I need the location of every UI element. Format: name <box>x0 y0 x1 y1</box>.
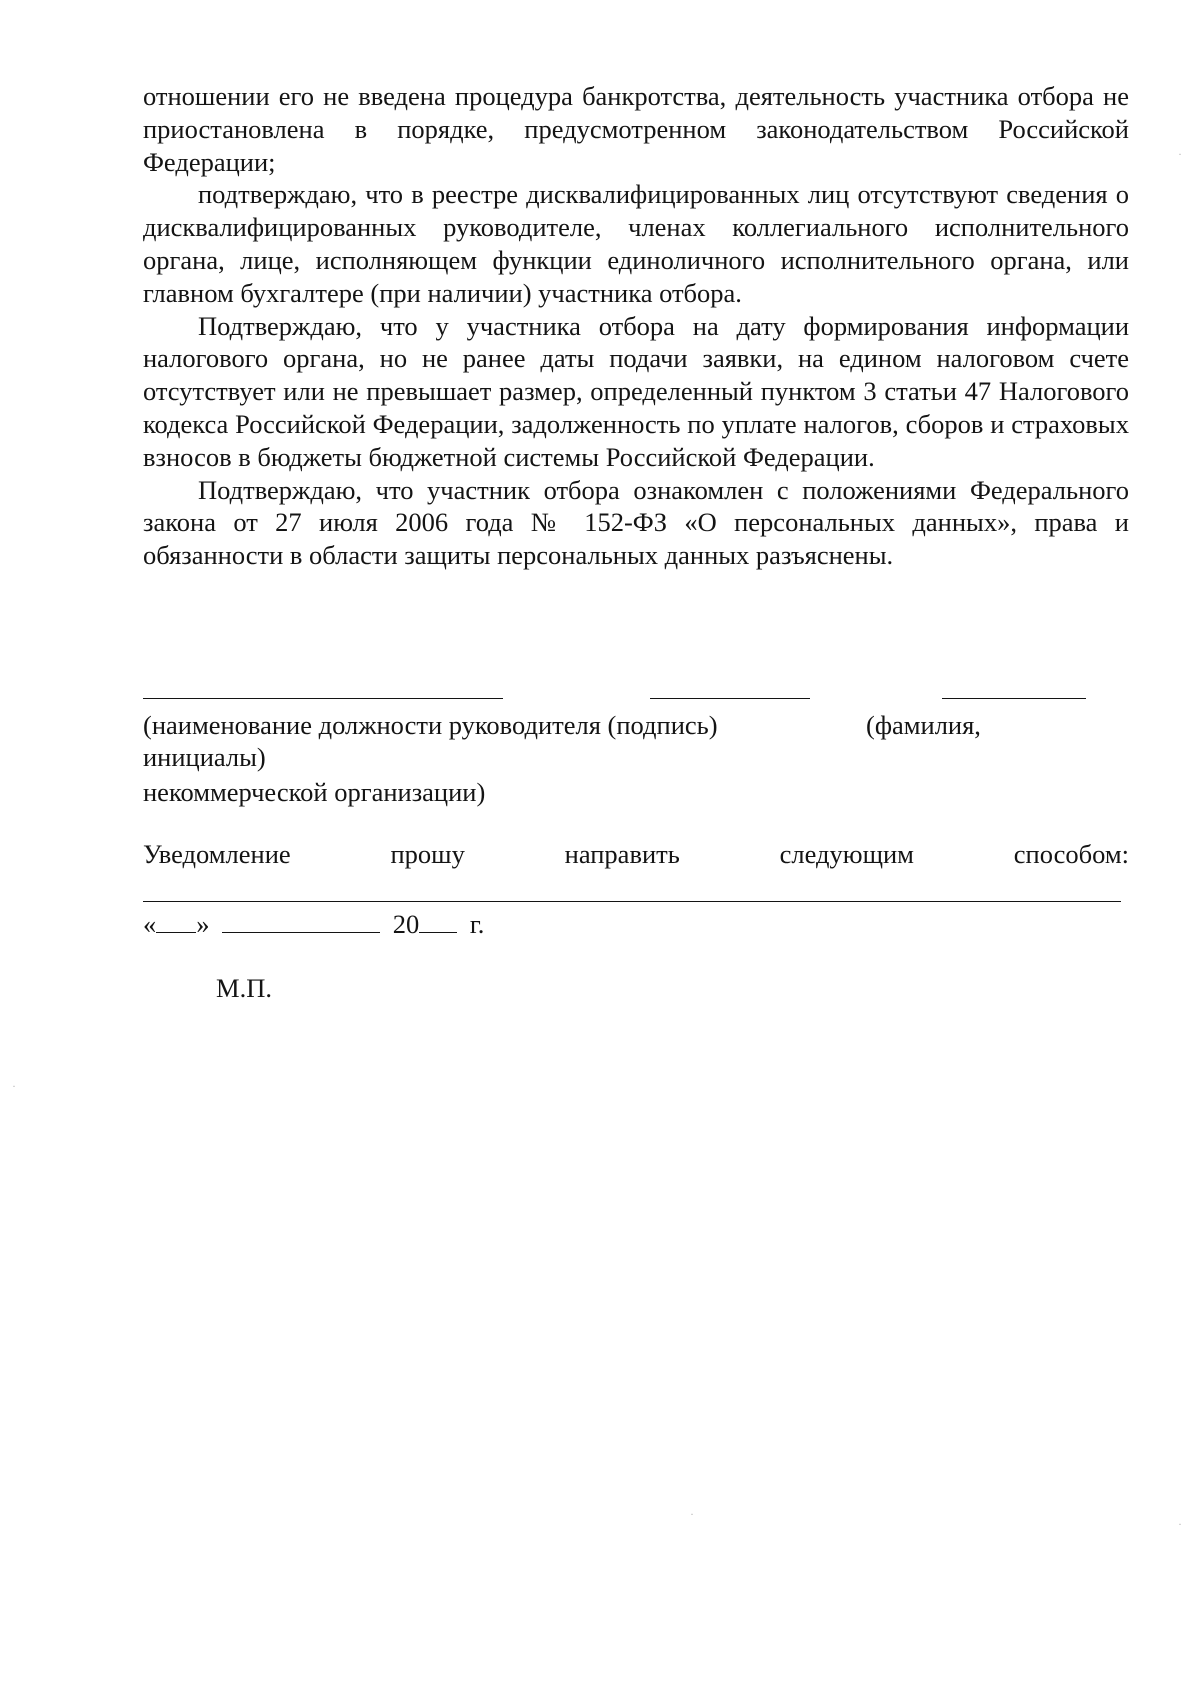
paragraph-disqualified-persons: подтверждаю, что в реестре дисквалифицированных лиц отсутствуют сведения о дисквалифицированных руководителе, членах коллегиального исполнительного органа, лице, исполняющем функции единоличного исполнительного органа, или главном бухгалтере (при наличии) участника отбора. <box>143 179 1129 308</box>
scan-speck: · <box>1178 1517 1182 1531</box>
body-text <box>143 80 1129 572</box>
date-open-quote: « <box>143 909 157 939</box>
signature-line <box>650 698 810 699</box>
notification-request <box>143 838 1129 870</box>
month-blank <box>222 908 380 933</box>
date-close-quote: » <box>196 909 210 939</box>
notification-word: Уведомление <box>143 839 291 869</box>
year-blank <box>419 908 457 933</box>
scan-speck: · <box>12 1079 16 1093</box>
scan-speck: · <box>1178 147 1182 161</box>
notification-word: следующим <box>779 839 914 869</box>
notification-word: способом: <box>1013 839 1129 869</box>
signature-lines <box>0 698 1200 700</box>
stamp-place: М.П. <box>216 973 272 1003</box>
scan-speck: · <box>690 1507 694 1521</box>
caption-position: (наименование должности руководителя (подпись) <box>143 710 718 740</box>
name-signature-line <box>942 698 1086 699</box>
year-prefix: 20 <box>392 909 420 939</box>
day-blank <box>156 908 196 933</box>
paragraph-bankruptcy: отношении его не введена процедура банкротства, деятельность участника отбора не приостановлена в порядке, предусмотренном законодательством Российской Федерации; <box>143 81 1129 177</box>
paragraph-personal-data: Подтверждаю, что участник отбора ознакомлен с положениями Федерального закона от 27 июля 2006 года № 152-ФЗ «О персональных данных», права и обязанности в области защиты персональных данных разъяснены. <box>143 474 1129 571</box>
notification-method-line <box>143 901 1121 902</box>
notification-word: направить <box>564 839 680 869</box>
notification-word: прошу <box>390 839 465 869</box>
date-line <box>143 908 484 940</box>
paragraph-tax-debt: Подтверждаю, что у участника отбора на дату формирования информации налогового органа, но не ранее даты подачи заявки, на едином налоговом счете отсутствует или не превышает размер, определенный пунктом 3 статьи 47 Налогового кодекса Российской Федерации, задолженность по уплате налогов, сборов и страховых взносов в бюджеты бюджетной системы Российской Федерации. <box>143 310 1129 472</box>
caption-name: (фамилия, <box>866 710 981 740</box>
caption-initials: инициалы) <box>143 742 266 772</box>
year-suffix: г. <box>469 909 485 939</box>
position-signature-line <box>143 698 503 699</box>
caption-organization: некоммерческой организации) <box>143 777 486 807</box>
